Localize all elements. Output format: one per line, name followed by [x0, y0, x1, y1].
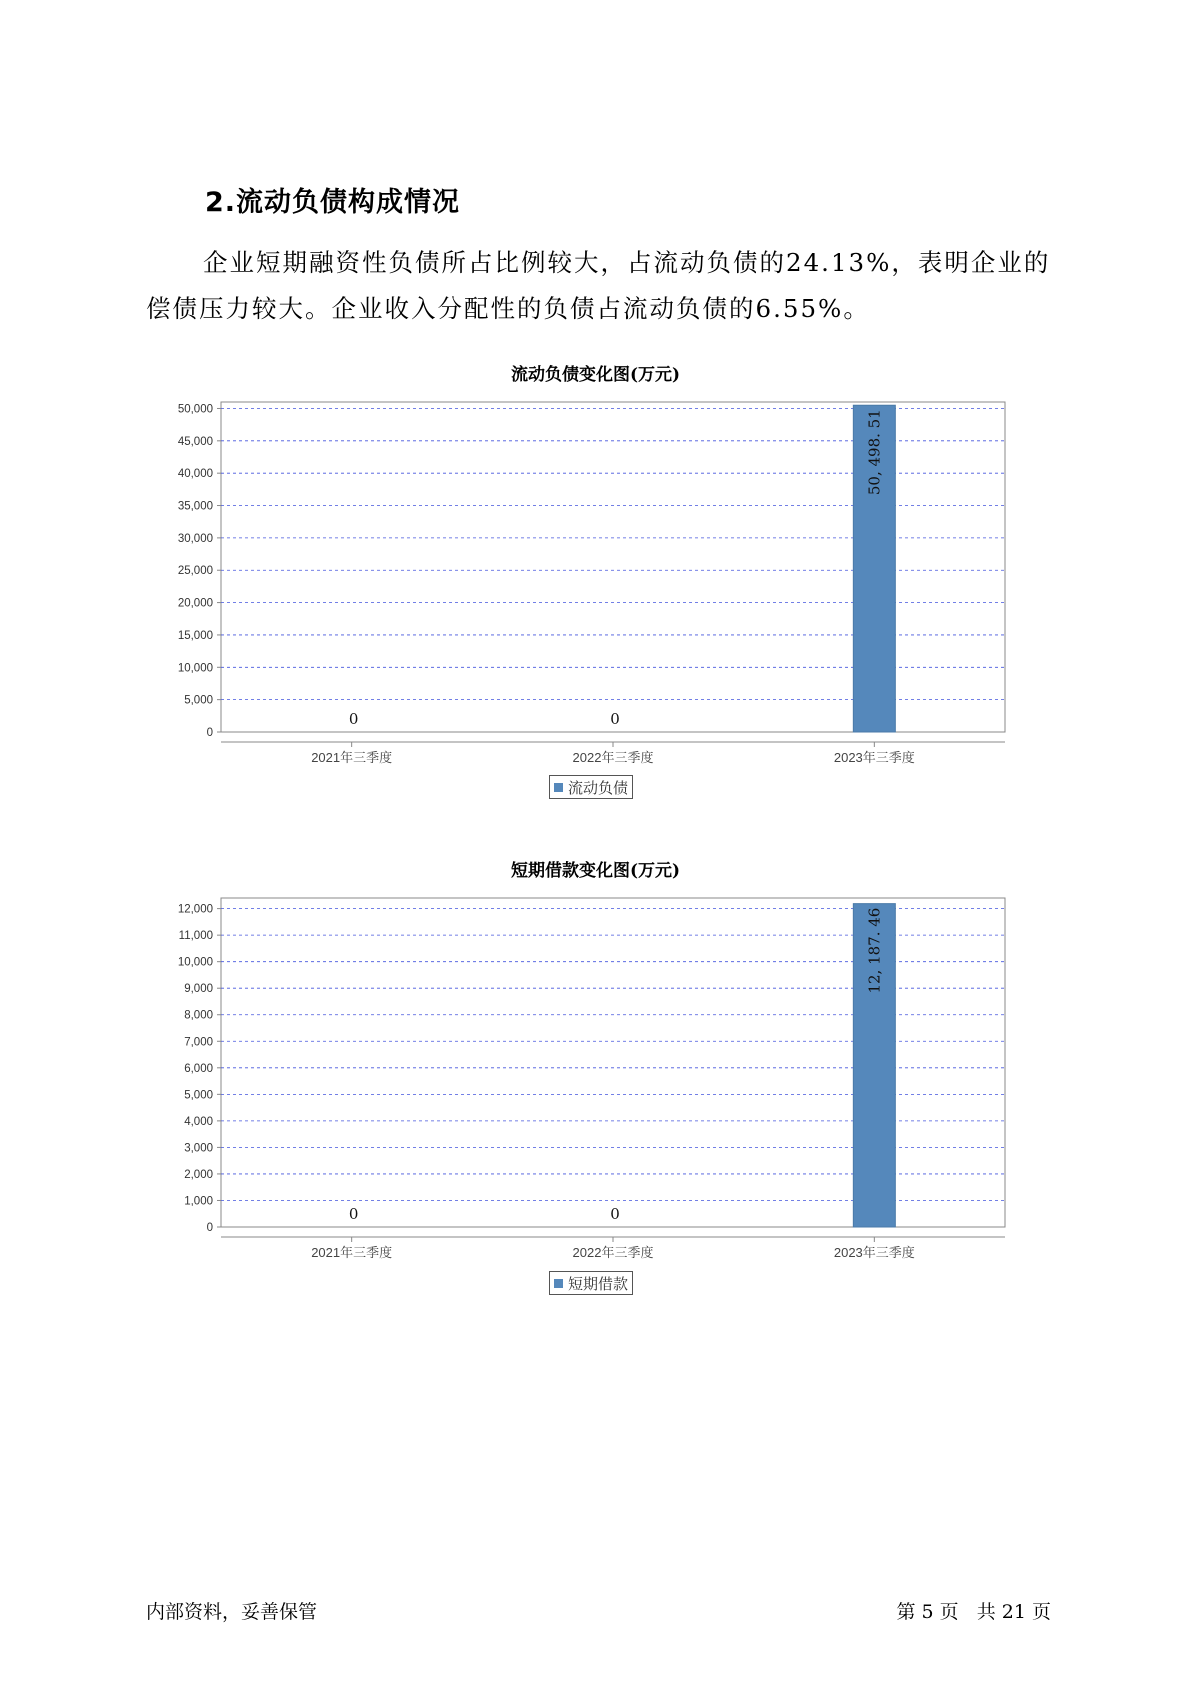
x-tick-label: 2021年三季度 — [311, 1245, 393, 1260]
legend-label: 流动负债 — [568, 778, 629, 797]
y-tick-label: 5,000 — [184, 1089, 213, 1102]
data-label: 0 — [610, 1205, 620, 1223]
x-tick-label: 2022年三季度 — [572, 750, 654, 765]
x-tick-label: 2021年三季度 — [311, 750, 393, 765]
y-tick-label: 10,000 — [177, 662, 213, 675]
data-label: 0 — [610, 710, 620, 728]
y-tick-label: 6,000 — [184, 1062, 213, 1075]
data-label: 0 — [348, 710, 359, 728]
x-tick-label: 2023年三季度 — [833, 750, 915, 765]
y-tick-label: 5,000 — [184, 694, 213, 707]
legend-current-liabilities — [549, 775, 633, 799]
y-tick-label: 0 — [206, 727, 213, 739]
legend-swatch — [554, 783, 563, 792]
legend-label: 短期借款 — [568, 1274, 629, 1293]
y-tick-label: 1,000 — [184, 1195, 213, 1208]
legend-short-term-loans — [549, 1271, 633, 1295]
footer-confidential: 内部资料，妥善保管 — [146, 1601, 318, 1623]
current-liabilities-chart — [0, 395, 1191, 815]
short-term-loans-chart — [0, 890, 1191, 1310]
body-paragraph — [146, 240, 1051, 332]
y-tick-label: 12,000 — [177, 903, 213, 916]
paragraph-text: 企业短期融资性负债所占比例较大，占流动负债的24.13%，表明企业的偿债压力较大。企业收入分配性的负债占流动负债的6.55%。 — [146, 248, 1051, 323]
data-label: 50, 498. 51 — [865, 409, 884, 496]
x-tick-label: 2023年三季度 — [833, 1245, 915, 1260]
y-tick-label: 50,000 — [177, 403, 213, 416]
y-tick-label: 45,000 — [177, 435, 213, 448]
y-tick-label: 11,000 — [178, 930, 213, 943]
y-tick-label: 30,000 — [177, 532, 213, 545]
x-tick-label: 2022年三季度 — [572, 1245, 654, 1260]
chart-title-current-liabilities: 流动负债变化图(万元) — [510, 365, 681, 385]
legend-swatch — [554, 1279, 563, 1288]
chart-title-short-term-loans: 短期借款变化图(万元) — [510, 861, 681, 881]
y-tick-label: 15,000 — [177, 629, 213, 642]
section-heading: 2.流动负债构成情况 — [205, 187, 461, 218]
y-tick-label: 2,000 — [184, 1168, 213, 1181]
y-tick-label: 35,000 — [177, 500, 213, 513]
y-tick-label: 0 — [206, 1222, 213, 1234]
y-tick-label: 4,000 — [184, 1115, 213, 1128]
footer-page-number: 第 5 页 共 21 页 — [896, 1601, 1051, 1623]
y-tick-label: 40,000 — [177, 468, 213, 481]
y-tick-label: 9,000 — [184, 983, 213, 996]
y-tick-label: 20,000 — [177, 597, 213, 610]
y-tick-label: 10,000 — [177, 956, 213, 969]
data-label: 12, 187. 46 — [865, 907, 884, 994]
y-tick-label: 7,000 — [184, 1036, 213, 1049]
y-tick-label: 25,000 — [177, 565, 213, 578]
y-tick-label: 3,000 — [184, 1142, 213, 1155]
data-label: 0 — [348, 1205, 359, 1223]
y-tick-label: 8,000 — [184, 1009, 213, 1022]
